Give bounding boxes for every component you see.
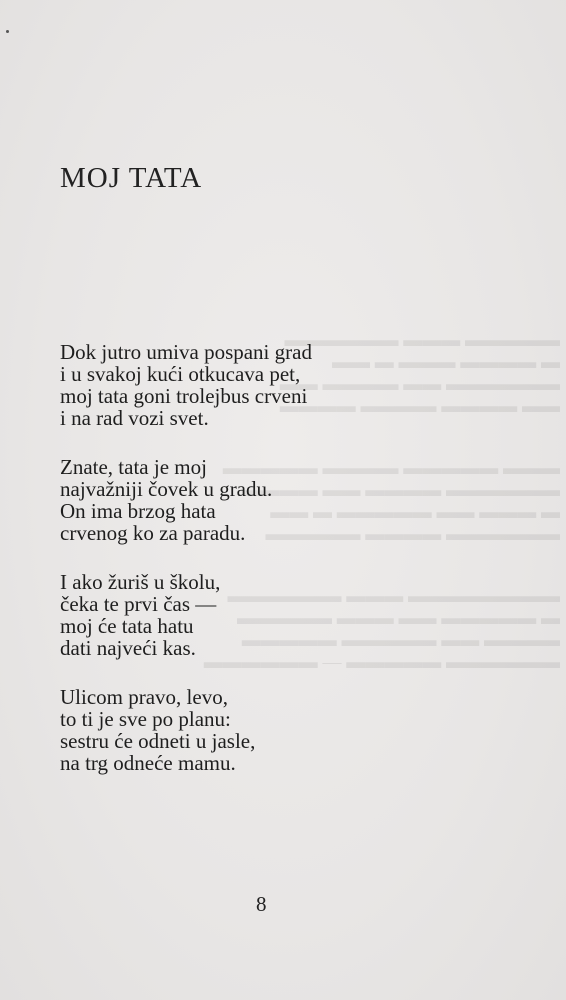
stanza-3 <box>60 571 390 659</box>
poem-line: najvažniji čovek u gradu. <box>60 477 273 501</box>
stanza-4 <box>60 686 390 774</box>
poem-body <box>60 341 390 801</box>
poem-title: MOJ TATA <box>60 162 203 194</box>
poem-line: Dok jutro umiva pospani grad <box>60 340 312 364</box>
poem-line: Ulicom pravo, levo, <box>60 685 228 709</box>
poem-line: moj će tata hatu <box>60 614 194 638</box>
poem-line: i na rad vozi svet. <box>60 406 209 430</box>
print-speck <box>6 30 9 33</box>
page-number: 8 <box>256 892 267 916</box>
poem-line: moj tata goni trolejbus crveni <box>60 384 308 408</box>
poem-line: na trg odneće mamu. <box>60 751 236 775</box>
poem-line: crvenog ko za paradu. <box>60 521 246 545</box>
poem-line: sestru će odneti u jasle, <box>60 729 256 753</box>
poem-line: to ti je sve po planu: <box>60 707 231 731</box>
poem-line: čeka te prvi čas — <box>60 592 217 616</box>
poem-line: I ako žuriš u školu, <box>60 570 221 594</box>
stanza-2 <box>60 456 390 544</box>
bleed-through-texture: ▬▬▬▬▬ ▬▬▬ ▬▬▬▬▬▬ ▬ ▬▬▬▬ ▬▬▬ ▬ ▬▬ ▬▬▬▬▬▬ ▬▬ ▬▬▬▬ ▬▬ ▬▬ ▬▬▬▬ ▬▬▬▬ ▬▬▬▬ ▬▬▬ ▬▬▬▬▬ ▬▬▬▬ ▬▬▬▬▬ ▬▬▬▬▬▬ ▬▬▬▬ ▬▬ ▬▬▬▬ ▬ ▬▬▬ ▬▬ ▬▬▬▬▬ ▬ ▬▬ ▬▬▬▬▬▬ ▬▬▬▬ ▬▬▬▬▬ ▬▬▬▬▬▬▬▬ ▬▬▬ ▬▬▬▬▬▬ ▬ ▬▬▬▬▬ ▬▬ ▬▬▬ ▬▬▬▬▬ ▬▬▬▬ ▬▬ ▬▬▬▬▬ ▬▬▬▬▬ ▬▬▬▬▬▬ ▬▬▬▬▬ — ▬▬▬▬▬▬ <box>203 330 560 673</box>
poem-line: dati najveći kas. <box>60 636 196 660</box>
stanza-1 <box>60 341 390 429</box>
poem-line: Znate, tata je moj <box>60 455 207 479</box>
poem-line: i u svakoj kući otkucava pet, <box>60 362 301 386</box>
poem-line: On ima brzog hata <box>60 499 216 523</box>
